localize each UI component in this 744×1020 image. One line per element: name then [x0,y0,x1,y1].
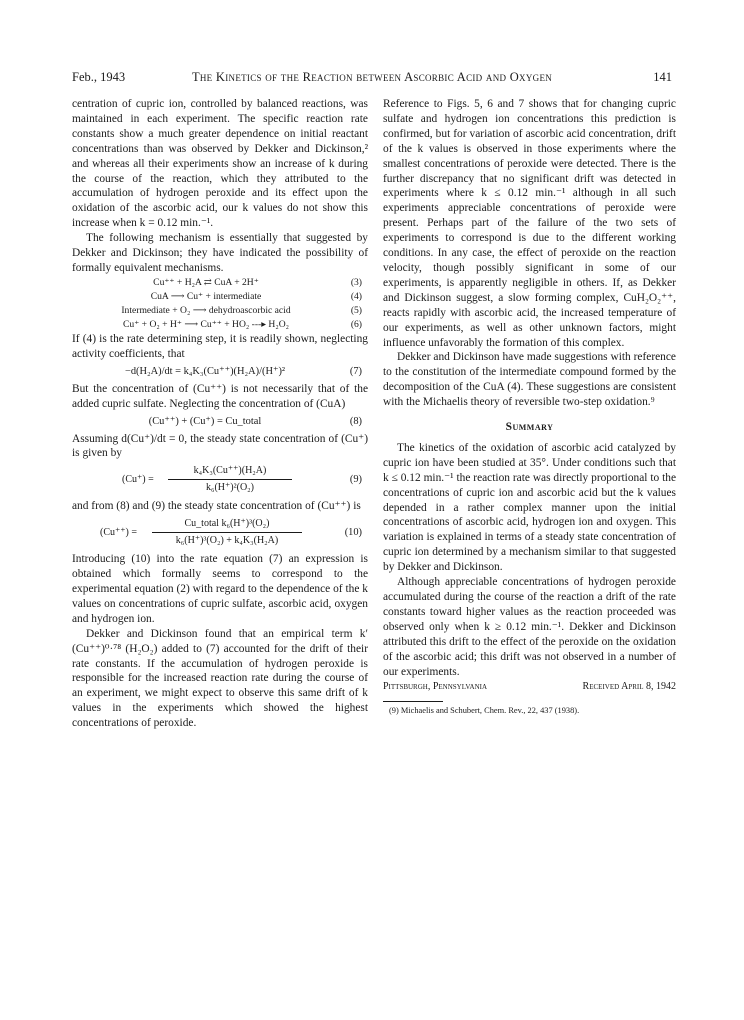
location: Pittsburgh, Pennsylvania [383,681,488,693]
paragraph: and from (8) and (9) the steady state concentration of (Cu⁺⁺) is [72,500,361,513]
running-header [72,70,672,86]
summary-heading: Summary [505,421,554,434]
reaction-4 [72,290,368,304]
equation-7 [72,364,368,380]
equation-number: (10) [344,527,362,539]
equation-lhs: (Cu⁺) = [122,474,154,486]
equation-number: (5) [350,304,362,316]
paragraph: Dekker and Dickinson found that an empirical term k′(Cu⁺⁺)⁰·⁷⁸ (H₂O₂) added to (7) accounted for the drift of their rate constants. If the accumulation of hydrogen peroxide is responsible for the increased reaction rate during the course of an experiment, we might expect to observe this same drift of k values in the experiments which showed the highest concentrations of peroxide. [72,627,368,730]
paragraph: Reference to Figs. 5, 6 and 7 shows that for changing cupric sulfate and hydrogen ion concentrations this prediction is confirmed, but for variation of ascorbic acid concentration, drift of the k values is observed in those experiments where the smallest concentrations of peroxide were detected. There is the further discrepancy that no significant drift was detected in experiments where k ≤ 0.12 min.⁻¹ although in all such experiments appreciable concentrations of peroxide were present. Perhaps part of the failure of the two sets of experiments to correspond is due to the different working conditions. In any case, the effect of peroxide on the reaction velocity, though possibly significant in some of our experiments, is apparently negligible in others. If, as Dekker and Dickinson suggest, a slow forming complex, CuH₂O₂⁺⁺, reacts rapidly with ascorbic acid, the increased temperature of our experiments, as well as other unknown factors, might influence unfavorably the formation of this complex. [383,98,676,349]
equation-number: (3) [350,276,362,288]
equation-text: −d(H₂A)/dt = k₄K₃(Cu⁺⁺)(H₂A)/(H⁺)² [124,365,286,377]
fraction-bar [168,479,292,480]
reaction-text: Cu⁺⁺ + H₂A ⇄ CuA + 2H⁺ [153,276,259,288]
equation-8 [72,414,368,430]
header-date: Feb., 1943 [72,70,126,84]
fraction-denominator: k₆(H⁺)²(O₂) [205,482,254,494]
page-number: 141 [653,70,672,84]
footnote: (9) Michaelis and Schubert, Chem. Rev., 22, 437 (1938). [389,706,580,716]
paragraph: But the concentration of (Cu⁺⁺) is not necessarily that of the added cupric sulfate. Neglecting the concentration of (CuA) [72,382,368,410]
paragraph: The following mechanism is essentially that suggested by Dekker and Dickinson; they have indicated the possibility of formally equivalent mechanisms. [72,232,368,274]
paragraph: The kinetics of the oxidation of ascorbic acid catalyzed by cupric ion have been studied at 35°. Under conditions such that k ≤ 0.12 min.⁻¹ the reaction rate was directly proportional to the concentrations of cupric ion and ascorbic acid but the k values depended in a rather complex manner upon the initial concentrations of ascorbic acid, hydrogen ion and oxygen. This variation is explained in terms of a steady state concentration of cupric ion determined by a mechanism similar to that suggested by Dekker and Dickinson. [383,441,676,574]
equation-number: (8) [349,415,362,427]
reaction-text: Intermediate + O₂ ⟶ dehydroascorbic acid [121,304,291,316]
paragraph: Introducing (10) into the rate equation (7) an expression is obtained which formally seems to correspond to the experimental equation (2) with regard to the dependence of the k values on concentrations of cupric sulfate, ascorbic acid, oxygen and hydrogen ion. [72,553,368,625]
left-column [72,97,368,731]
fraction-numerator: Cu_total k₆(H⁺)³(O₂) [184,518,270,530]
equation-10 [72,517,368,549]
header-title: The Kinetics of the Reaction between Ascorbic Acid and Oxygen [191,70,553,84]
fraction-bar [152,532,302,533]
fraction-denominator: k₆(H⁺)³(O₂) + k₄K₃(H₂A) [175,535,279,547]
equation-number: (9) [349,474,362,486]
reaction-5 [72,304,368,318]
equation-number: (7) [349,365,362,377]
right-column [383,97,676,717]
paragraph: Assuming d(Cu⁺)/dt = 0, the steady state concentration of (Cu⁺) is given by [72,432,368,460]
reaction-text: CuA ⟶ Cu⁺ + intermediate [150,290,262,302]
reaction-6 [72,318,368,332]
equation-text: (Cu⁺⁺) + (Cu⁺) = Cu_total [148,415,262,427]
paragraph: Although appreciable concentrations of hydrogen peroxide accumulated during the course of the reaction a drift of the rate constants toward higher values as the reaction proceeded was observed only when k ≥ 0.12 min.⁻¹. Dekker and Dickinson attributed this drift to the effect of the peroxide on the oxidation of the ascorbic acid; this drift was not observed in a number of our experiments. [383,576,676,678]
paragraph: If (4) is the rate determining step, it is readily shown, neglecting activity coefficients, that [72,332,368,360]
equation-lhs: (Cu⁺⁺) = [100,527,138,539]
footnote-rule [383,701,443,702]
equation-number: (4) [350,290,362,302]
paragraph: Dekker and Dickinson have made suggestions with reference to the constitution of the intermediate compound formed by the decomposition of the CuA (4). These suggestions are consistent with the Michaelis theory of reversible two-step oxidation.⁹ [383,351,676,409]
reaction-text: Cu⁺ + O₂ + H⁺ ⟶ Cu⁺⁺ + HO₂ ---▸ H₂O₂ [123,318,289,330]
paragraph: centration of cupric ion, controlled by balanced reactions, was maintained in each experiment. The specific reaction rate constants show a much greater dependence on initial reactant concentrations than was observed by Dekker and Dickinson,² and whereas all their experiments show an increase of k during the course of the reaction, which they attributed to the accumulation of hydrogen peroxide and its effect upon the oxidation of the ascorbic acid, our k values do not show this increase when k = 0.12 min.⁻¹. [72,98,368,230]
equation-9 [72,464,368,496]
signature-line [383,680,676,695]
reaction-3 [72,276,368,290]
equation-number: (6) [350,318,362,330]
fraction-numerator: k₄K₃(Cu⁺⁺)(H₂A) [193,465,267,477]
received-date: Received April 8, 1942 [582,681,676,693]
